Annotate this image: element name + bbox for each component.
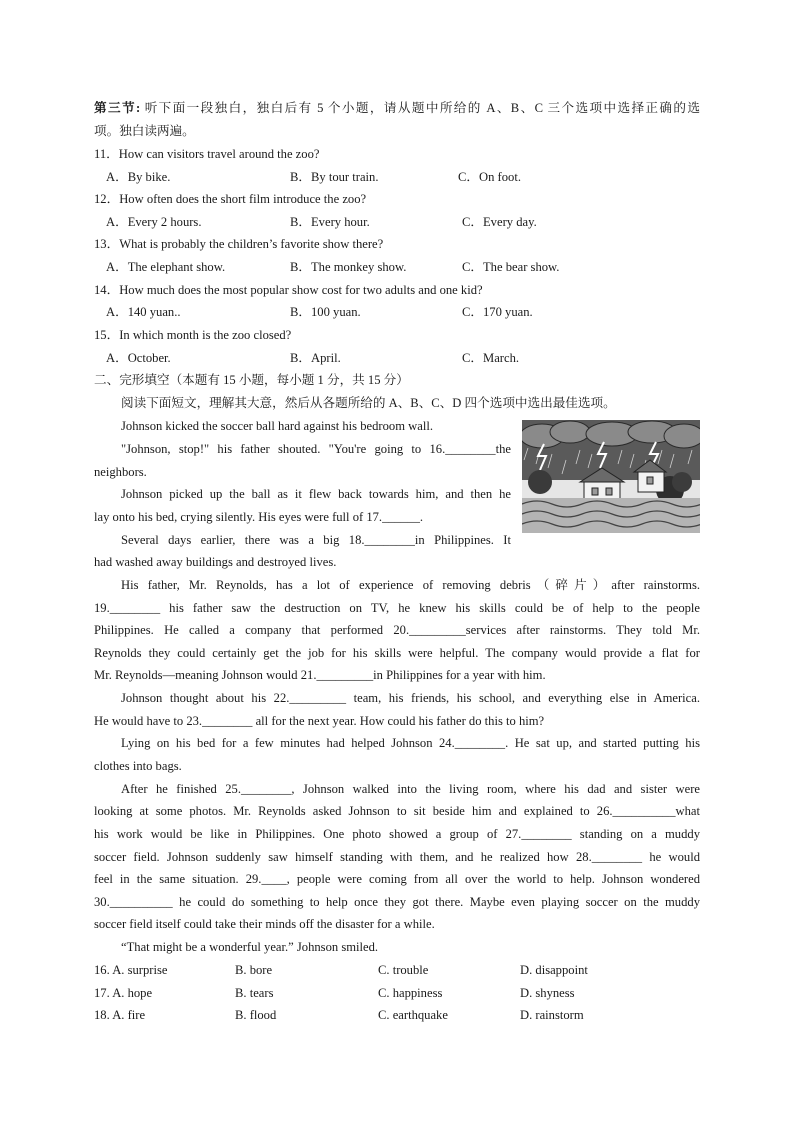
q13-option-c: C．The bear show. [462, 260, 560, 274]
question-14: 14．How much does the most popular show cost for two adults and one kid? [94, 283, 483, 297]
passage-line-21: feel in the same situation. 29.____, people were coming from all over the world to help. Johnson wondered [94, 872, 700, 886]
passage-line-13: Johnson thought about his 22._________ team, his friends, his school, and everything else in America. [121, 691, 700, 705]
passage-line-16: clothes into bags. [94, 759, 182, 773]
passage-line-24: “That might be a wonderful year.” Johnson smiled. [121, 940, 379, 954]
question-12: 12．How often does the short film introduce the zoo? [94, 192, 367, 206]
q14-option-a: A．140 yuan.. [106, 305, 181, 319]
q16-option-a: 16. A. surprise [94, 963, 168, 977]
q15-option-c: C．March. [462, 351, 520, 365]
passage-line-18: looking at some photos. Mr. Reynolds asked Johnson to sit beside him and explained to 26.__________what [94, 804, 700, 818]
passage-line-12: Mr. Reynolds—meaning Johnson would 21._________in Philippines for a year with him. [94, 668, 546, 682]
passage-line-11: Reynolds they could certainly get the job for his skills were helpful. The company would provide a flat for [94, 646, 700, 660]
q18-option-d: D. rainstorm [520, 1008, 584, 1022]
q12-option-b: B．Every hour. [290, 215, 370, 229]
q16-option-d: D. disappoint [520, 963, 588, 977]
q18-option-c: C. earthquake [378, 1008, 448, 1022]
q16-option-c: C. trouble [378, 963, 429, 977]
q11-option-c: C．On foot. [458, 170, 521, 184]
q13-option-b: B．The monkey show. [290, 260, 407, 274]
passage-line-2: "Johnson, stop!" his father shouted. "You're going to 16.________the [121, 442, 511, 456]
q16-option-b: B. bore [235, 963, 273, 977]
q17-option-b: B. tears [235, 986, 274, 1000]
q17-option-a: 17. A. hope [94, 986, 153, 1000]
passage-line-3: neighbors. [94, 465, 147, 479]
question-13: 13．What is probably the children’s favorite show there? [94, 237, 384, 251]
q12-option-c: C．Every day. [462, 215, 537, 229]
q14-option-b: B．100 yuan. [290, 305, 361, 319]
q18-option-a: 18. A. fire [94, 1008, 146, 1022]
q14-option-c: C．170 yuan. [462, 305, 533, 319]
passage-line-10: Philippines. He called a company that performed 20._________services after rainstorms. They told Mr. [94, 623, 700, 637]
section3-intro-line1 [94, 98, 700, 118]
passage-line-15: Lying on his bed for a few minutes had helped Johnson 24.________. He sat up, and started putting his [121, 736, 700, 750]
passage-line-5: lay onto his bed, crying silently. His eyes were full of 17.______. [94, 510, 424, 524]
section3-heading: 第三节: [94, 101, 141, 115]
section3-intro-text: 听下面一段独白，独白后有 5 个小题，请从题中所给的 A、B、C 三个选项中选择正确的选 [140, 101, 700, 115]
passage-line-8: His father, Mr. Reynolds, has a lot of experience of removing debris（碎片）after rainstorms. [121, 578, 700, 592]
passage-line-14: He would have to 23.________ all for the next year. How could his father do this to him? [94, 714, 545, 728]
passage-line-1: Johnson kicked the soccer ball hard against his bedroom wall. [121, 419, 433, 433]
q17-option-c: C. happiness [378, 986, 443, 1000]
storm-flood-illustration [522, 420, 700, 533]
passage-line-7: had washed away buildings and destroyed lives. [94, 555, 337, 569]
q12-option-a: A．Every 2 hours. [106, 215, 202, 229]
question-15: 15．In which month is the zoo closed? [94, 328, 292, 342]
question-11: 11．How can visitors travel around the zoo? [94, 147, 320, 161]
passage-line-4: Johnson picked up the ball as it flew back towards him, and then he [121, 487, 511, 501]
passage-line-19: his work would be like in Philippines. One photo showed a group of 27.________ standing on a muddy [94, 827, 700, 841]
passage-line-20: soccer field. Johnson suddenly saw himself standing with them, and he realized how 28.________ he would [94, 850, 700, 864]
cloze-instruction: 阅读下面短文，理解其大意，然后从各题所给的 A、B、C、D 四个选项中选出最佳选项。 [121, 396, 616, 410]
passage-line-23: soccer field itself could take their minds off the disaster for a while. [94, 917, 435, 931]
passage-line-22: 30.__________ he could do something to help once they got there. Maybe even playing soccer on the muddy [94, 895, 700, 909]
passage-line-9: 19.________ his father saw the destruction on TV, he knew his skills could be of help to the people [94, 601, 700, 615]
passage-line-6: Several days earlier, there was a big 18.________in Philippines. It [121, 533, 511, 547]
q11-option-a: A．By bike. [106, 170, 171, 184]
passage-line-17: After he finished 25.________, Johnson walked into the living room, where his dad and sister were [121, 782, 700, 796]
q13-option-a: A．The elephant show. [106, 260, 226, 274]
q11-option-b: B．By tour train. [290, 170, 379, 184]
q15-option-a: A．October. [106, 351, 171, 365]
q15-option-b: B．April. [290, 351, 341, 365]
cloze-title: 二、完形填空（本题有 15 小题，每小题 1 分，共 15 分） [94, 373, 409, 387]
section3-intro-line2: 项。独白读两遍。 [94, 124, 195, 138]
q18-option-b: B. flood [235, 1008, 277, 1022]
q17-option-d: D. shyness [520, 986, 575, 1000]
